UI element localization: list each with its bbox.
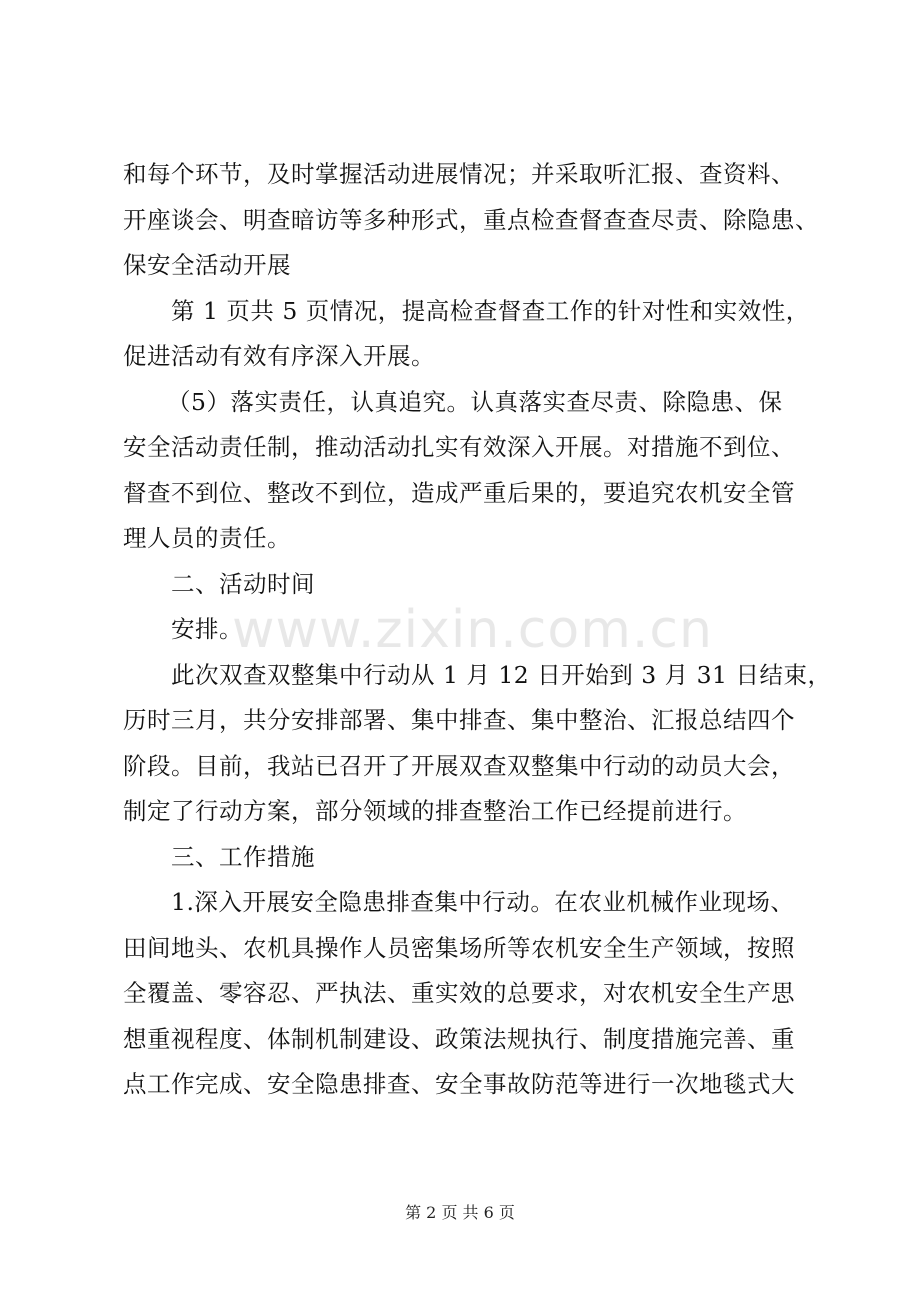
text-line: 促进活动有效有序深入开展。 xyxy=(123,342,435,370)
text-line: 田间地头、农机具操作人员密集场所等农机安全生产领域，按照 xyxy=(123,933,795,962)
text-line: 第 1 页共 5 页情况，提高检查督查工作的针对性和实效性， xyxy=(171,296,810,325)
text-line: 安排。 xyxy=(171,615,243,643)
text-line: 此次双查双整集中行动从 1 月 12 日开始到 3 月 31 日结束， xyxy=(171,660,832,689)
text-line: 督查不到位、整改不到位，造成严重后果的，要追究农机安全管 xyxy=(123,478,795,507)
text-line: 制定了行动方案，部分领域的排查整治工作已经提前进行。 xyxy=(123,797,747,825)
text-line: 保安全活动开展 xyxy=(123,251,291,279)
section-heading: 二、活动时间 xyxy=(171,569,315,598)
page-footer: 第 2 页 共 6 页 xyxy=(405,1203,515,1222)
text-line: 和每个环节，及时掌握活动进展情况；并采取听汇报、查资料、 xyxy=(123,160,795,188)
text-line: 全覆盖、零容忍、严执法、重实效的总要求，对农机安全生产思 xyxy=(123,979,795,1007)
text-line: 1.深入开展安全隐患排查集中行动。在农业机械作业现场、 xyxy=(171,888,795,916)
text-line: 历时三月，共分安排部署、集中排查、集中整治、汇报总结四个 xyxy=(123,706,795,734)
watermark: www.zixin.com.cn xyxy=(232,600,713,660)
text-line: 阶段。目前，我站已召开了开展双查双整集中行动的动员大会， xyxy=(123,751,795,780)
section-heading: 三、工作措施 xyxy=(171,842,315,871)
text-line: 安全活动责任制，推动活动扎实有效深入开展。对措施不到位、 xyxy=(123,433,795,461)
text-line: 理人员的责任。 xyxy=(123,524,291,552)
text-line: 想重视程度、体制机制建设、政策法规执行、制度措施完善、重 xyxy=(123,1024,795,1053)
text-line: （5）落实责任，认真追究。认真落实查尽责、除隐患、保 xyxy=(167,387,783,416)
text-line: 点工作完成、安全隐患排查、安全事故防范等进行一次地毯式大 xyxy=(123,1070,795,1098)
text-line: 开座谈会、明查暗访等多种形式，重点检查督查查尽责、除隐患、 xyxy=(123,205,819,234)
